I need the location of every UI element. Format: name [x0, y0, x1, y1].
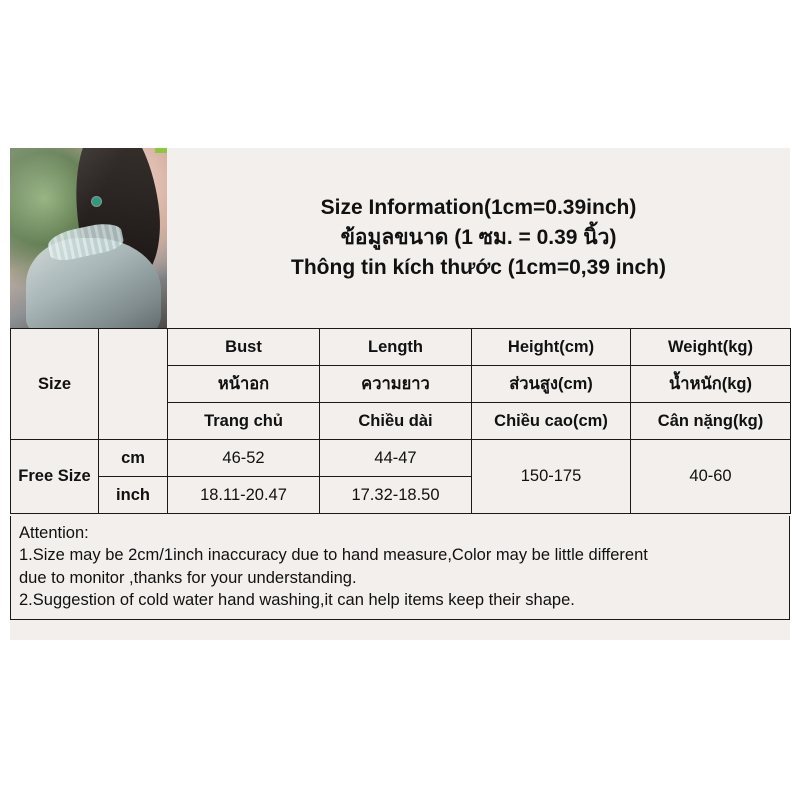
product-photo — [10, 148, 167, 328]
header-length-en: Length — [320, 329, 472, 366]
size-table — [10, 328, 791, 514]
title-line-vietnamese: Thông tin kích thước (1cm=0,39 inch) — [291, 255, 666, 279]
size-chart-card — [10, 148, 790, 640]
value-bust-inch: 18.11-20.47 — [168, 477, 320, 514]
table-row-header-en — [11, 329, 791, 366]
attention-block — [10, 516, 790, 620]
value-weight: 40-60 — [631, 440, 791, 514]
attention-heading: Attention: — [19, 524, 89, 542]
size-label-cell: Size — [11, 329, 99, 440]
header-length-vi: Chiều dài — [320, 403, 472, 440]
value-bust-cm: 46-52 — [168, 440, 320, 477]
attention-line-2: due to monitor ,thanks for your understanding. — [19, 568, 357, 587]
header-length-th: ความยาว — [320, 366, 472, 403]
header-weight-vi: Cân nặng(kg) — [631, 403, 791, 440]
green-corner-marker-icon — [155, 148, 167, 153]
header-height-vi: Chiều cao(cm) — [472, 403, 631, 440]
header-bust-th: หน้าอก — [168, 366, 320, 403]
table-row-cm — [11, 440, 791, 477]
attention-line-1: 1.Size may be 2cm/1inch inaccuracy due to hand measure,Color may be little different — [19, 546, 648, 565]
free-size-cell: Free Size — [11, 440, 99, 514]
header-weight-th: น้ำหนัก(kg) — [631, 366, 791, 403]
title-line-english: Size Information(1cm=0.39inch) — [320, 196, 637, 220]
header-weight-en: Weight(kg) — [631, 329, 791, 366]
value-length-cm: 44-47 — [320, 440, 472, 477]
value-length-inch: 17.32-18.50 — [320, 477, 472, 514]
header-row — [10, 148, 790, 328]
unit-column-spacer — [99, 329, 168, 440]
header-bust-vi: Trang chủ — [168, 403, 320, 440]
attention-line-3: 2.Suggestion of cold water hand washing,it can help items keep their shape. — [19, 590, 575, 609]
header-height-en: Height(cm) — [472, 329, 631, 366]
title-line-thai: ข้อมูลขนาด (1 ซม. = 0.39 นิ้ว) — [340, 226, 617, 250]
value-height: 150-175 — [472, 440, 631, 514]
title-block — [167, 148, 790, 328]
header-bust-en: Bust — [168, 329, 320, 366]
header-height-th: ส่วนสูง(cm) — [472, 366, 631, 403]
unit-cm: cm — [99, 440, 168, 477]
unit-inch: inch — [99, 477, 168, 514]
photo-gloss-overlay — [10, 148, 167, 328]
